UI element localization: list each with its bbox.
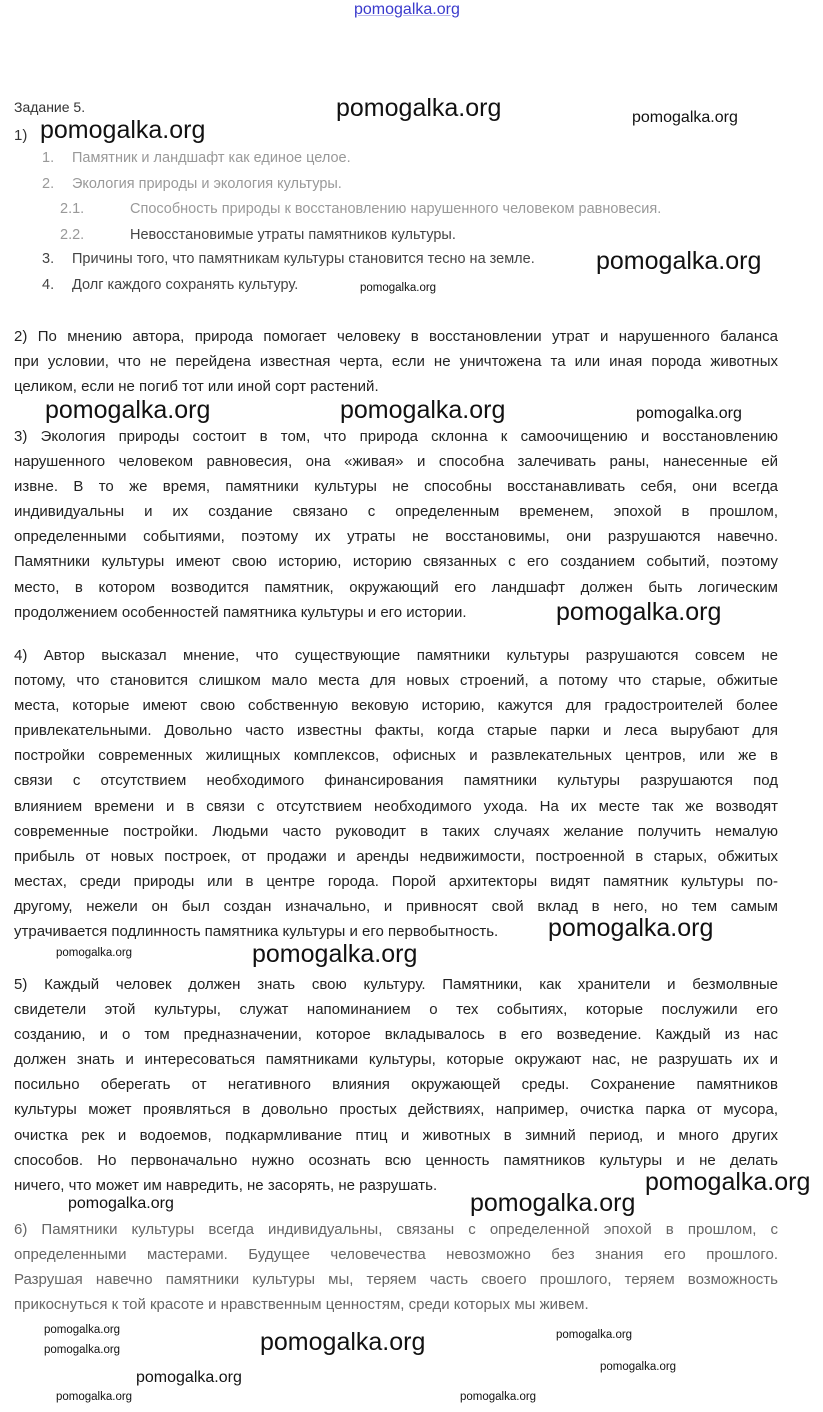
- paragraph-line: утрачивается подлинность памятника культуры и его первобытность.: [14, 923, 499, 941]
- question-1-label: 1): [14, 127, 28, 144]
- paragraph-line: способов. Но первоначально нужно осознать всю ценность памятников культуры и не делать: [14, 1151, 778, 1169]
- paragraph-line: при условии, что не перейдена известная черта, если не уничтожена та или иная порода животных: [14, 353, 778, 371]
- paragraph-line: определенными мастерами. Будущее человечества невозможно без знания его прошлого.: [14, 1246, 778, 1264]
- answer-paragraph-5: [14, 972, 778, 1198]
- watermark: pomogalka.org: [44, 1344, 121, 1356]
- watermark: pomogalka.org: [632, 109, 738, 126]
- header-watermark[interactable]: pomogalka.org: [354, 1, 460, 18]
- watermark: pomogalka.org: [556, 1329, 633, 1341]
- watermark: pomogalka.org: [636, 405, 742, 422]
- watermark: pomogalka.org: [136, 1369, 242, 1386]
- paragraph-line: постройки современных жилищных комплексов, офисных и развлекательных центров, или же в: [14, 747, 778, 765]
- paragraph-line: прибыль от новых построек, от продажи и аренды недвижимости, построенной в старых, обжитых: [14, 847, 778, 865]
- paragraph-line: место, в котором возводится памятник, окружающий его ландшафт должен быть логическим: [14, 578, 778, 596]
- answer-paragraph-4: [14, 643, 778, 944]
- plan-text: Невосстановимые утраты памятников культуры.: [130, 227, 456, 243]
- watermark: pomogalka.org: [596, 247, 762, 275]
- paragraph-line: индивидуальны и их создание связано с определенным временем, эпохой в прошлом,: [14, 503, 778, 521]
- paragraph-line: созданию, и о том предназначении, которое вкладывалось в его возведение. Каждый из нас: [14, 1026, 778, 1044]
- answer-paragraph-3: [14, 424, 778, 625]
- watermark: pomogalka.org: [44, 1324, 121, 1336]
- watermark: pomogalka.org: [360, 282, 437, 294]
- paragraph-line: ничего, что может им навредить, не засорять, не разрушать.: [14, 1176, 438, 1194]
- plan-num: 2.: [42, 176, 55, 192]
- watermark: pomogalka.org: [56, 1391, 133, 1403]
- paragraph-line: современные постройки. Людьми часто руководит в таких случаях желание получить немалую: [14, 822, 778, 840]
- plan-num: 3.: [42, 251, 55, 267]
- paragraph-line: продолжением особенностей памятника культуры и его истории.: [14, 603, 467, 621]
- paragraph-line: прикоснуться к той красоте и нравственным ценностям, среди которых мы живем.: [14, 1296, 589, 1314]
- paragraph-line: места, которые имеют свою собственную вековую историю, кажутся для градостроителей более: [14, 697, 778, 715]
- watermark: pomogalka.org: [548, 914, 714, 942]
- task-title: Задание 5.: [14, 99, 86, 115]
- paragraph-line: 2) По мнению автора, природа помогает человеку в восстановлении утрат и нарушенного баланса: [14, 328, 778, 345]
- paragraph-line: влиянием времени и в связи с отсутствием необходимого ухода. На их месте так же возводят: [14, 797, 778, 815]
- paragraph-line: определенными событиями, поэтому их утраты не восстановимы, они разрушаются навечно.: [14, 528, 778, 546]
- watermark: pomogalka.org: [40, 116, 206, 144]
- paragraph-line: свидетели этой культуры, служат напоминанием о тех событиях, которые послужили его: [14, 1001, 778, 1019]
- paragraph-line: 4) Автор высказал мнение, что существующие памятники культуры разрушаются совсем не: [14, 647, 778, 664]
- paragraph-line: 5) Каждый человек должен знать свою культуру. Памятники, как хранители и безмолвные: [14, 976, 778, 993]
- paragraph-line: 3) Экология природы состоит в том, что природа склонна к самоочищению и восстановлению: [14, 428, 778, 445]
- paragraph-line: местах, среди природы или в центре города. Порой архитекторы видят памятник культуры по-: [14, 872, 778, 890]
- plan-num: 2.2.: [60, 227, 85, 243]
- plan-num: 1.: [42, 150, 55, 166]
- paragraph-line: извне. В то же время, памятники культуры не способны восстанавливать себя, они всегда: [14, 478, 778, 496]
- watermark: pomogalka.org: [340, 396, 506, 424]
- watermark: pomogalka.org: [45, 396, 211, 424]
- paragraph-line: Памятники культуры имеют свою историю, историю связанных с его созданием событий, поэтому: [14, 553, 778, 571]
- paragraph-line: целиком, если не погиб тот или иной сорт растений.: [14, 378, 379, 396]
- answer-paragraph-6: [14, 1217, 778, 1317]
- paragraph-line: потому, что становится слишком мало места для новых строений, а потому что старые, обжитые: [14, 672, 778, 690]
- plan-num: 2.1.: [60, 201, 85, 217]
- paragraph-line: посильно оберегать от негативного влияния окружающей среды. Сохранение памятников: [14, 1076, 778, 1094]
- paragraph-line: 6) Памятники культуры всегда индивидуальны, связаны с определенной эпохой в прошлом, с: [14, 1221, 778, 1238]
- paragraph-line: должен знать и интересоваться памятниками культуры, которые окружают нас, не разрушать их и: [14, 1051, 778, 1069]
- paragraph-line: привлекательными. Довольно часто известны факты, когда старые парки и леса вырубают для: [14, 722, 778, 740]
- plan-text: Экология природы и экология культуры.: [72, 176, 342, 192]
- watermark: pomogalka.org: [68, 1195, 174, 1212]
- paragraph-line: Разрушая навечно памятники культуры мы, теряем часть своего прошлого, теряем возможность: [14, 1271, 778, 1289]
- paragraph-line: связи с отсутствием необходимого финансирования памятники культуры разрушаются под: [14, 772, 778, 790]
- paragraph-line: культуры может проявляться в довольно простых действиях, например, очистка парка от мусора,: [14, 1101, 778, 1119]
- watermark: pomogalka.org: [556, 598, 722, 626]
- watermark: pomogalka.org: [645, 1168, 811, 1196]
- watermark: pomogalka.org: [56, 947, 133, 959]
- plan-text: Памятник и ландшафт как единое целое.: [72, 150, 351, 166]
- watermark: pomogalka.org: [600, 1361, 677, 1373]
- paragraph-line: нарушенного человеком равновесия, она «живая» и способна залечивать раны, нанесенные ей: [14, 453, 778, 471]
- plan-text: Долг каждого сохранять культуру.: [72, 277, 299, 293]
- watermark: pomogalka.org: [336, 94, 502, 122]
- paragraph-line: очистка рек и водоемов, подкармливание птиц и животных в зимний период, и много других: [14, 1126, 778, 1144]
- watermark: pomogalka.org: [470, 1189, 636, 1217]
- watermark: pomogalka.org: [252, 940, 418, 968]
- plan-num: 4.: [42, 277, 55, 293]
- watermark: pomogalka.org: [260, 1328, 426, 1356]
- plan-text: Способность природы к восстановлению нарушенного человеком равновесия.: [130, 201, 662, 217]
- answer-paragraph-2: [14, 324, 778, 399]
- paragraph-line: другому, нежели он был создан изначально, и привносят свой вклад в него, но тем самым: [14, 897, 778, 915]
- plan-text: Причины того, что памятникам культуры становится тесно на земле.: [72, 251, 535, 267]
- watermark: pomogalka.org: [460, 1391, 537, 1403]
